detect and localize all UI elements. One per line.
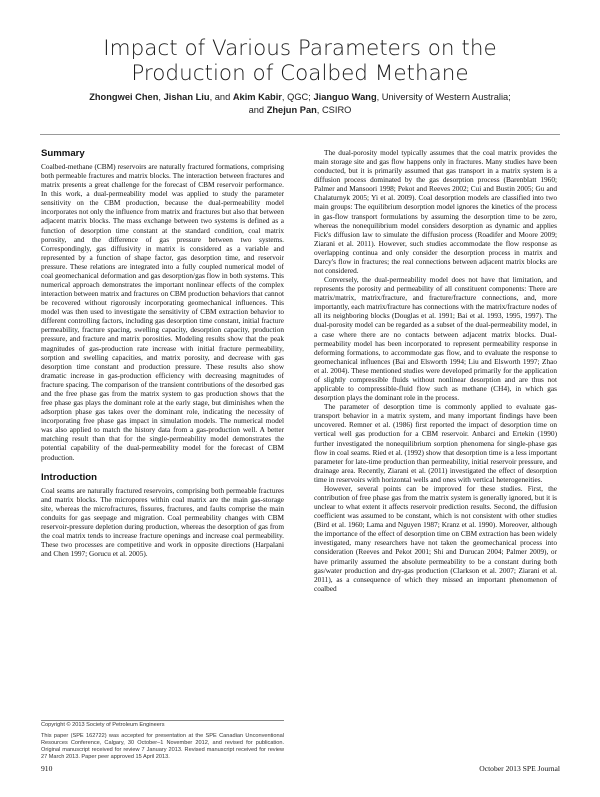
author-separator: and <box>248 105 267 115</box>
author-line-2 <box>40 104 560 117</box>
body-paragraph: The dual-porosity model typically assumes that the coal matrix provides the main storage site and gas flow happens only in fractures. Many studies have been conducted, but it is primarily assumed that gas transport in a matrix system is a diffusion process dominated by the gas desorption process (Barenblatt 1960; Palmer and Mansoori 1998; Pekot and Reeves 2002; Cui and Bustin 2005; Gu and Chalaturnyk 2005; Yi et al. 2009). Coal desorption models are classified into two main groups: The equilibrium desorption model ignores the kinetics of the process in gas-flow transport formulations by assuming the desorption time to be zero, whereas the nonequilibrium model considers desorption as dynamic and applies Fick's diffusion law to simulate the diffusion process (Roadifer and Moore 2009; Ziarani et al. 2011). However, such studies accommodate the flow response as overlapping continua and only consider the desorption process in matrix and Darcy's flow in fractures; the real connections between adjacent matrix blocks are not considered. <box>314 148 557 276</box>
summary-paragraph: Coalbed-methane (CBM) reservoirs are naturally fractured formations, comprising both permeable fractures and matrix blocks. The interaction between fractures and matrix presents a great challenge for the forecast of CBM reservoir performance. In this work, a dual-permeability model was applied to study the parameter sensitivity on the CBM production, because the dual-permeability model incorporates not only the influence from matrix and fractures but also that between adjacent matrix blocks. The mass exchange between two systems is defined as a function of desorption time constant at the standard condition, coal matrix porosity, and the difference of gas pressure between two systems. Correspondingly, gas diffusivity in matrix is considered as a variable and represented by a function of shape factor, gas desorption time, and reservoir pressure. These relations are integrated into a fully coupled numerical model of coal geomechanical deformation and gas desorption/gas flow in both systems. This numerical approach demonstrates the important nonlinear effects of the complex interaction between matrix and fractures on CBM production behaviors that cannot be recovered without rigorously incorporating geomechanical influences. This model was then used to investigate the sensitivity of CBM extraction behavior to different controlling factors, including gas desorption time constant, initial fracture permeability, fracture spacing, swelling capacity, desorption capacity, production pressure, and fracture and matrix porosities. Modeling results show that the peak magnitudes of gas-production rate increase with initial fracture permeability, sorption and swelling capacities, and matrix porosity, and decrease with gas desorption time constant and production pressure. These results also show dramatic increase in gas-production efficiency with decreasing magnitudes of fracture spacing. The comparison of the transient contributions of the desorbed gas and the free phase gas from the matrix system to gas production shows that the free phase gas plays the dominant role at the early stage, but diminishes when the adsorption phase gas takes over the dominant role, indicating the necessity of incorporating free phase gas impact in simulation models. The numerical model was also applied to match the history data from a gas-production well. A better matching result than that for the single-permeability model demonstrates the potential capability of the dual-permeability model for the forecast of CBM production. <box>41 162 284 462</box>
paper-title <box>40 36 560 86</box>
summary-heading: Summary <box>41 148 85 159</box>
author-name: Jianguo Wang <box>313 92 377 102</box>
left-column <box>41 148 284 558</box>
title-line-1: Impact of Various Parameters on the <box>103 36 497 61</box>
body-paragraph: However, several points can be improved for these studies. First, the contribution of free phase gas from the matrix system is generally ignored, but it is unclear to what extent it affects reservoir prediction results. Second, the diffusion coefficient was assumed to be constant, which is not consistent with other studies (Bird et al. 1960; Lama and Nguyen 1987; Kranz et al. 1990). Moreover, although the importance of the effect of desorption time on CBM extraction has been widely investigated, many researchers have not taken the geomechanical process into consideration (Reeves and Pekot 2001; Shi and Durucan 2004; Palmer 2009), or have primarily assumed the absolute permeability to be a constant during both gas/water production and dry-gas production (Clarkson et al. 2007; Ziarani et al. 2011), as a consequence of which they missed an important phenomenon of coalbed <box>314 483 557 593</box>
author-separator: , <box>158 92 164 102</box>
copyright-notice: Copyright © 2013 Society of Petroleum Engineers <box>41 722 165 728</box>
introduction-paragraph: Coal seams are naturally fractured reservoirs, comprising both permeable fractures and matrix blocks. The micropores within coal matrix are the main gas-storage site, whereas the microfractures, fissures, fractures, and faults comprise the main conduits for gas seepage and migration. Coal permeability changes with CBM reservoir-pressure depletion during production, whereas the desorption of gas from the coal matrix tends to increase fracture openings and increase coal permeability. These two processes are competitive and work in opposite directions (Harpalani and Chen 1997; Gorucu et al. 2005). <box>41 485 284 559</box>
paper-history-note: This paper (SPE 162722) was accepted for presentation at the SPE Canadian Unconventional Resources Conference, Calgary, 30 October–1 November 2012, and revised for publication. Original manuscript received for review 7 January 2013. Revised manuscript received for review 27 March 2013. Paper peer approved 15 April 2013. <box>41 733 284 760</box>
author-affiliation: , QGC; <box>281 92 314 102</box>
body-paragraph: Conversely, the dual-permeability model does not have that limitation, and represents the porosity and permeability of all constituent components: There are matrix/matrix, matrix/fracture, and fracture/fracture connections, and, more importantly, each matrix/fracture has connections with the matrix/fracture nodes of all its neighboring blocks (Douglas et al. 1991; Bai et al. 1993, 1995, 1997). The dual-porosity model can be regarded as a subset of the dual-permeability model, in a case where there are no contacts between adjacent matrix blocks. Dual-permeability model has been incorporated to represent permeability response in deforming formations, to accommodate gas flow, and to evaluate the response to geomechanical influences (Bai and Elsworth 1994; Liu and Elsworth 1997; Zhao et al. 2004). These mentioned studies were developed primarily for the application of slightly compressible fluids without nonlinear desorption and are thus not applicable to compressible-fluid flow such as methane (CH4), in which gas desorption plays the dominant role in the process. <box>314 275 557 403</box>
right-column <box>314 148 557 593</box>
footnotes <box>41 722 284 765</box>
journal-info: October 2013 SPE Journal <box>479 764 560 773</box>
author-affiliation: , CSIRO <box>316 105 352 115</box>
introduction-heading: Introduction <box>41 471 97 483</box>
body-paragraph: The parameter of desorption time is commonly applied to evaluate gas-transport behavior in a matrix system, and many important findings have been uncovered. Remner et al. (1986) first reported the impact of desorption time on vertical well gas production for a CBM reservoir. Anbarci and Ertekin (1990) further investigated the nonequilibrium sorption phenomena for single-phase gas flow in coal seams. Ried et al. (1992) show that desorption time is a less important parameter for late-time production than permeability, initial reservoir pressure, and drainage area. Recently, Ziarani et al. (2011) investigated the effect of desorption time in reservoirs with horizontal wells and ones with vertical heterogeneities. <box>314 402 557 484</box>
author-line-1 <box>40 91 560 104</box>
author-separator: , and <box>209 92 233 102</box>
page-number: 910 <box>41 764 53 773</box>
footnote-divider <box>41 720 284 721</box>
author-name: Zhongwei Chen <box>89 92 159 102</box>
header-divider <box>40 134 560 135</box>
author-affiliation: , University of Western Australia; <box>376 92 511 102</box>
title-line-2: Production of Coalbed Methane <box>131 61 469 86</box>
author-name: Akim Kabir <box>232 92 282 102</box>
author-name: Zhejun Pan <box>266 105 317 115</box>
author-list <box>40 91 560 117</box>
author-name: Jishan Liu <box>163 92 210 102</box>
